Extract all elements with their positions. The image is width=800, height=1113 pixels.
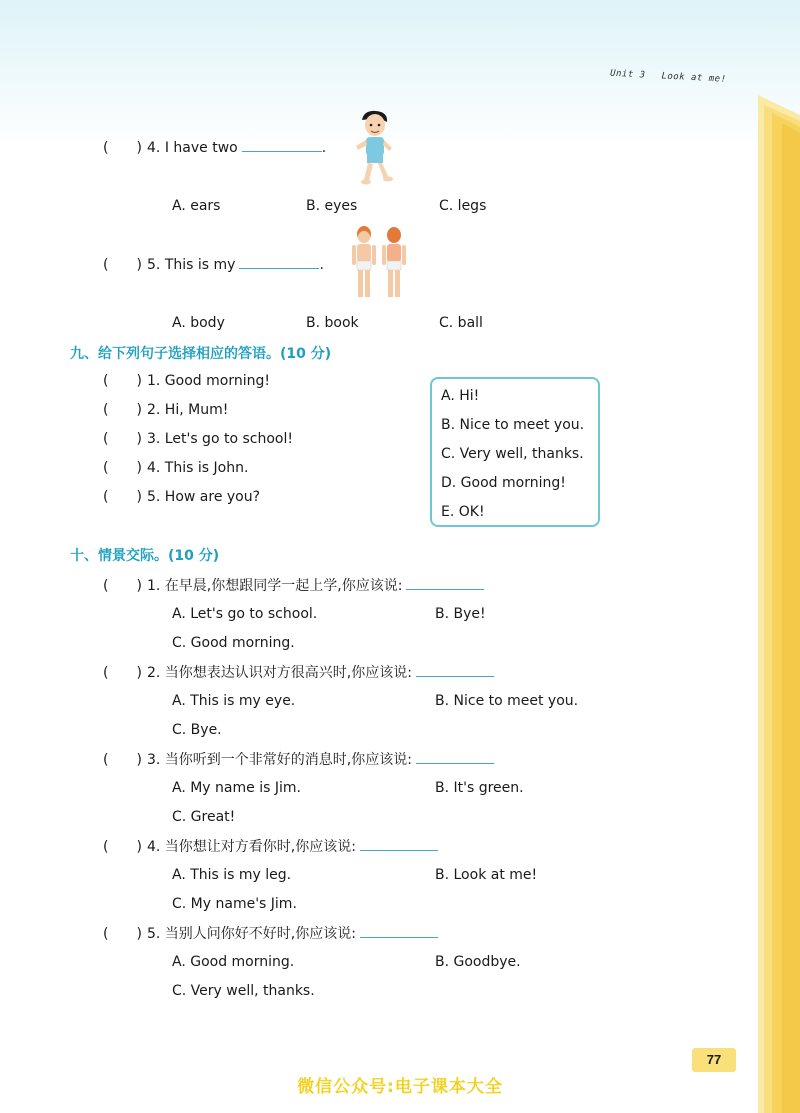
match-question: ( ) 4. This is John. <box>103 460 249 476</box>
watermark-text: 微信公众号:电子课本大全 <box>297 1077 503 1097</box>
question-text: This is my <box>164 257 236 273</box>
answer-options-box <box>430 377 600 527</box>
question-row: ( ) 4. I have two . <box>103 140 327 156</box>
option-b: B. Bye! <box>435 606 486 622</box>
answer-option: C. Very well, thanks. <box>441 446 584 462</box>
boy-illustration <box>350 108 398 186</box>
situation-question: ( ) 3. 当你听到一个非常好的消息时,你应该说: <box>103 750 494 769</box>
situation-question: ( ) 4. 当你想让对方看你时,你应该说: <box>103 837 438 856</box>
option-a: A. This is my eye. <box>172 693 296 709</box>
situation-question: ( ) 2. 当你想表达认识对方很高兴时,你应该说: <box>103 663 494 682</box>
body-illustration <box>348 224 412 302</box>
option-c: C. legs <box>439 198 487 214</box>
answer-option: A. Hi! <box>441 388 480 404</box>
question-number: 4 <box>147 140 156 156</box>
option-c: C. Very well, thanks. <box>172 983 315 999</box>
unit-label: Unit 3 <box>609 68 646 81</box>
answer-option: D. Good morning! <box>441 475 566 491</box>
answer-blank[interactable] <box>416 663 494 677</box>
option-a: A. This is my leg. <box>172 867 292 883</box>
question-number: 5 <box>147 257 156 273</box>
option-b: B. Goodbye. <box>435 954 521 970</box>
option-a: A. My name is Jim. <box>172 780 301 796</box>
option-b: B. Nice to meet you. <box>435 693 579 709</box>
answer-blank[interactable] <box>242 138 322 152</box>
match-question: ( ) 2. Hi, Mum! <box>103 402 229 418</box>
option-a: A. Let's go to school. <box>172 606 318 622</box>
option-b: B. book <box>306 315 359 331</box>
option-b: B. Look at me! <box>435 867 538 883</box>
section-title-nine: 九、给下列句子选择相应的答语。(10 分) <box>70 346 332 362</box>
option-a: A. body <box>172 315 225 331</box>
unit-title: Look at me! <box>661 71 727 85</box>
answer-blank[interactable] <box>360 924 438 938</box>
question-text: I have two <box>164 140 238 156</box>
option-c: C. Bye. <box>172 722 222 738</box>
option-a: A. Good morning. <box>172 954 295 970</box>
option-c: C. Good morning. <box>172 635 295 651</box>
answer-blank[interactable] <box>416 750 494 764</box>
option-b: B. eyes <box>306 198 358 214</box>
answer-blank[interactable] <box>406 576 484 590</box>
question-row: ( ) 5. This is my . <box>103 257 324 273</box>
option-c: C. My name's Jim. <box>172 896 297 912</box>
situation-question: ( ) 5. 当别人问你好不好时,你应该说: <box>103 924 438 943</box>
match-question: ( ) 5. How are you? <box>103 489 261 505</box>
match-question: ( ) 1. Good morning! <box>103 373 270 389</box>
answer-option: B. Nice to meet you. <box>441 417 585 433</box>
answer-blank[interactable] <box>360 837 438 851</box>
option-c: C. Great! <box>172 809 236 825</box>
option-b: B. It's green. <box>435 780 524 796</box>
answer-option: E. OK! <box>441 504 485 520</box>
page-number: 77 <box>692 1048 736 1072</box>
option-a: A. ears <box>172 198 221 214</box>
match-question: ( ) 3. Let's go to school! <box>103 431 293 447</box>
answer-blank[interactable] <box>239 255 319 269</box>
situation-question: ( ) 1. 在早晨,你想跟同学一起上学,你应该说: <box>103 576 484 595</box>
option-c: C. ball <box>439 315 483 331</box>
section-title-ten: 十、情景交际。(10 分) <box>70 548 220 564</box>
